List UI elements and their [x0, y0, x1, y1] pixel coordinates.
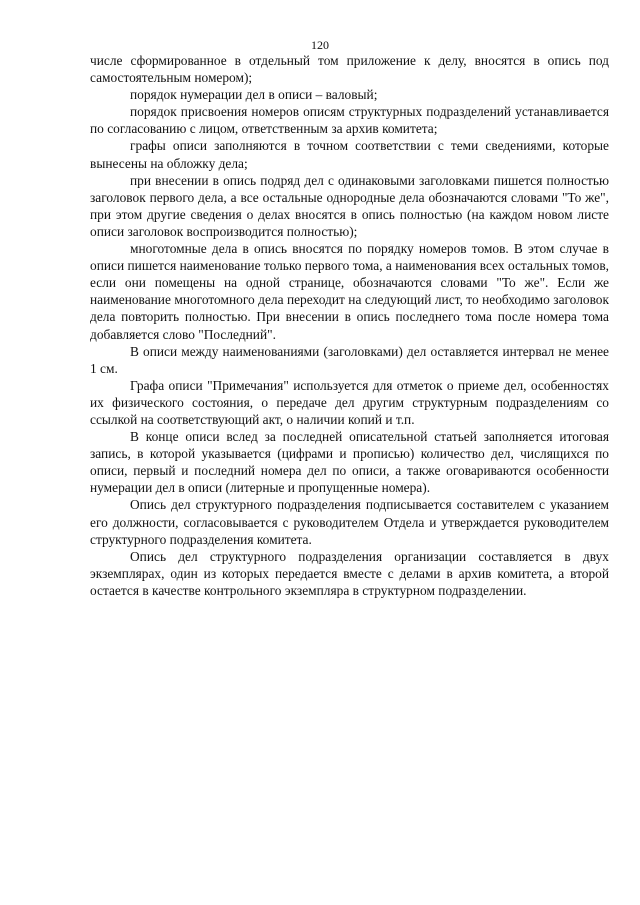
paragraph-numbering-order: порядок нумерации дел в описи – валовый; — [130, 87, 378, 103]
page-number: 120 — [311, 38, 329, 52]
paragraph-same-headings: при внесении в опись подряд дел с одинаковыми заголовками пишется полностью заголовок первого дела, а все остальные однородные дела обозначаются словами "То же", при этом другие сведения о делах вносятся в опись полностью (на каждом новом листе описи заголовок воспроизводится полностью); — [90, 172, 609, 239]
paragraph-notes-column: Графа описи "Примечания" используется для отметок о приеме дел, особенностях их физического состояния, о передаче дел другим структурным подразделениям со ссылкой на соответствующий акт, о наличии копий и т.п. — [90, 377, 609, 427]
paragraph-final-record: В конце описи вслед за последней описательной статьей заполняется итоговая запись, в которой указывается (цифрами и прописью) количество дел, числящихся по описи, первый и последний номера дел по описи, а также оговариваются особенности нумерации дел в описи (литерные и пропущенные номера). — [90, 429, 609, 496]
paragraph-continuation: числе сформированное в отдельный том приложение к делу, вносятся в опись под самостоятельным номером); — [90, 53, 609, 86]
paragraph-columns-filling: графы описи заполняются в точном соответствии с теми сведениями, которые вынесены на обложку дела; — [90, 138, 609, 171]
document-body — [90, 52, 609, 599]
paragraph-signing: Опись дел структурного подразделения подписывается составителем с указанием его должности, согласовывается с руководителем Отдела и утверждается руководителем структурного подразделения комитета. — [90, 497, 609, 547]
paragraph-multivolume: многотомные дела в опись вносятся по порядку номеров томов. В этом случае в описи пишется наименование только первого тома, а наименования всех остальных томов, если они помещены на одной странице, обозначаются словами "То же". Если же наименование многотомного дела переходит на следующий лист, то необходимо заголовок дела повторить полностью. При внесении в опись последнего тома после номера тома добавляется слово "Последний". — [90, 241, 609, 342]
paragraph-copies: Опись дел структурного подразделения организации составляется в двух экземплярах, один из которых передается вместе с делами в архив комитета, а второй остается в качестве контрольного экземпляра в структурном подразделении. — [90, 548, 609, 598]
paragraph-interval: В описи между наименованиями (заголовками) дел оставляется интервал не менее 1 см. — [90, 343, 609, 376]
paragraph-number-assignment: порядок присвоения номеров описям структурных подразделений устанавливается по согласованию с лицом, ответственным за архив комитета; — [90, 104, 609, 137]
